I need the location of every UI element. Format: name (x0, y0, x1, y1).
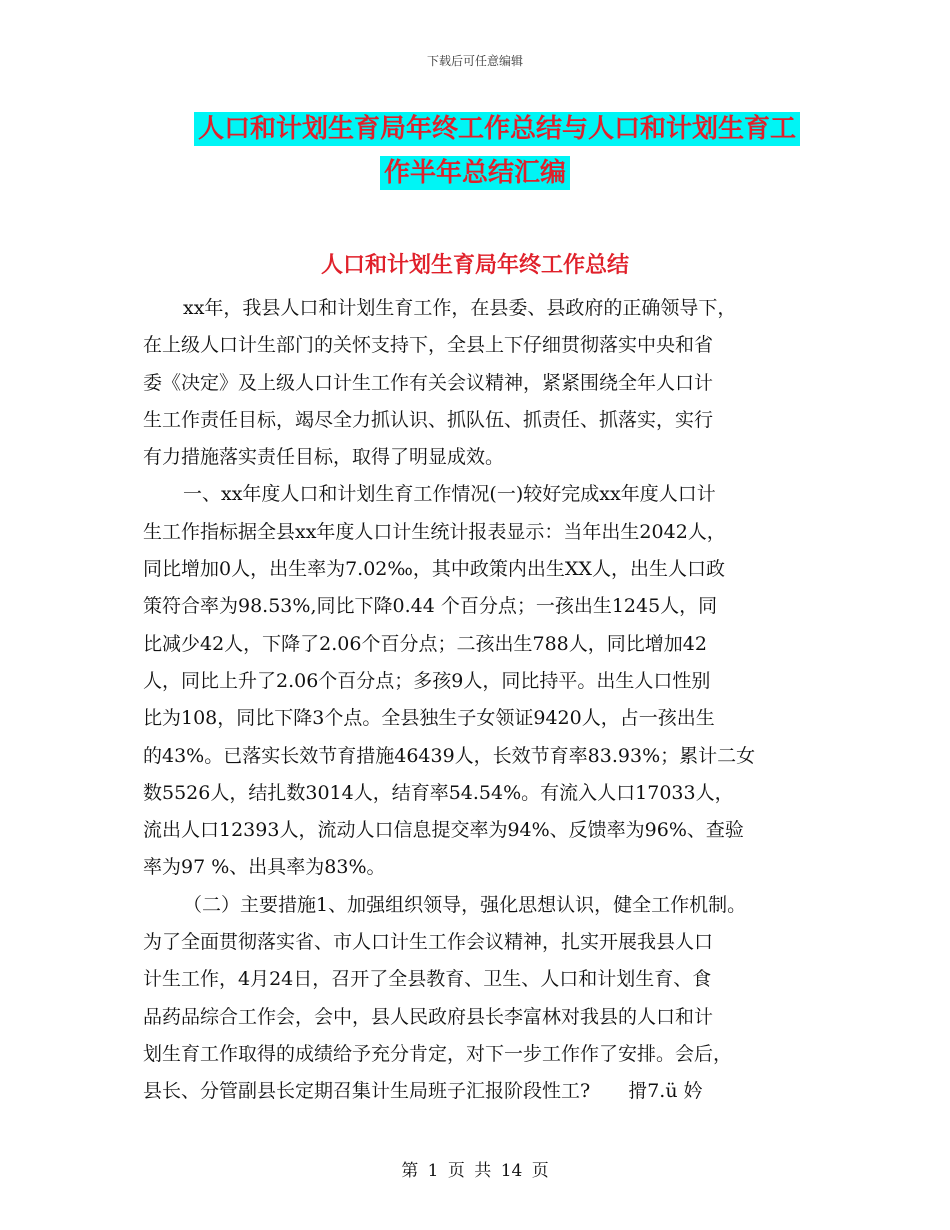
body-line: 比减少42人，下降了2.06个百分点；二孩出生788人，同比增加42 (143, 632, 707, 655)
body-line: 策符合率为98.53%,同比下降0.44 个百分点；一孩出生1245人，同 (143, 595, 718, 618)
page-number: 第 1 页 共 14 页 (401, 1161, 549, 1181)
title-highlight-1: 人口和计划生育局年终工作总结与人口和计划生育工 (194, 112, 800, 146)
body-text (143, 290, 823, 1111)
body-line: 生工作指标据全县xx年度人口计生统计报表显示：当年出生2042人， (143, 520, 726, 543)
body-line: 流出人口12393人，流动人口信息提交率为94%、反馈率为96%、查验 (143, 819, 744, 842)
body-line: 数5526人，结扎数3014人，结育率54.54%。有流入人口17033人， (143, 781, 734, 804)
section-title: 人口和计划生育局年终工作总结 (320, 253, 629, 278)
title-highlight-2: 作半年总结汇编 (380, 156, 570, 190)
body-line: 比为108，同比下降3个点。全县独生子女领证9420人，占一孩出生 (143, 707, 715, 730)
body-line: （二）主要措施1、加强组织领导，强化思想认识，健全工作机制。 (183, 893, 747, 916)
document-title-line-1 (22, 112, 950, 146)
body-line: 委《决定》及上级人口计生工作有关会议精神，紧紧围绕全年人口计 (143, 371, 714, 394)
body-line: 品药品综合工作会，会中，县人民政府县长李富林对我县的人口和计 (143, 1005, 714, 1028)
body-line: 人，同比上升了2.06个百分点；多孩9人，同比持平。出生人口性别 (143, 669, 711, 692)
body-line: xx年，我县人口和计划生育工作，在县委、县政府的正确领导下， (183, 297, 737, 319)
body-line: 有力措施落实责任目标，取得了明显成效。 (143, 446, 505, 469)
body-line: 计生工作，4月24日，召开了全县教育、卫生、人口和计划生育、食 (143, 968, 712, 991)
body-line: 同比增加0人，出生率为7.02‰，其中政策内出生XX人，出生人口政 (143, 558, 725, 581)
body-line: 生工作责任目标，竭尽全力抓认识、抓队伍、抓责任、抓落实，实行 (143, 408, 714, 431)
body-line: 为了全面贯彻落实省、市人口计生工作会议精神，扎实开展我县人口 (143, 931, 714, 954)
page-header-note: 下载后可任意编辑 (426, 54, 523, 68)
body-line: 的43%。已落实长效节育措施46439人，长效节育率83.93%；累计二女 (143, 744, 756, 767)
body-line: 县长、分管副县长定期召集计生局班子汇报阶段性工? 搰7.ü 妗 (143, 1080, 703, 1103)
document-title-line-2 (0, 156, 950, 190)
body-line: 在上级人口计生部门的关怀支持下，全县上下仔细贯彻落实中央和省 (143, 334, 714, 357)
body-line: 一、xx年度人口和计划生育工作情况(一)较好完成xx年度人口计 (183, 483, 716, 506)
body-line: 率为97 %、出具率为83%。 (143, 856, 386, 879)
body-line: 划生育工作取得的成绩给予充分肯定，对下一步工作作了安排。会后， (143, 1042, 733, 1065)
